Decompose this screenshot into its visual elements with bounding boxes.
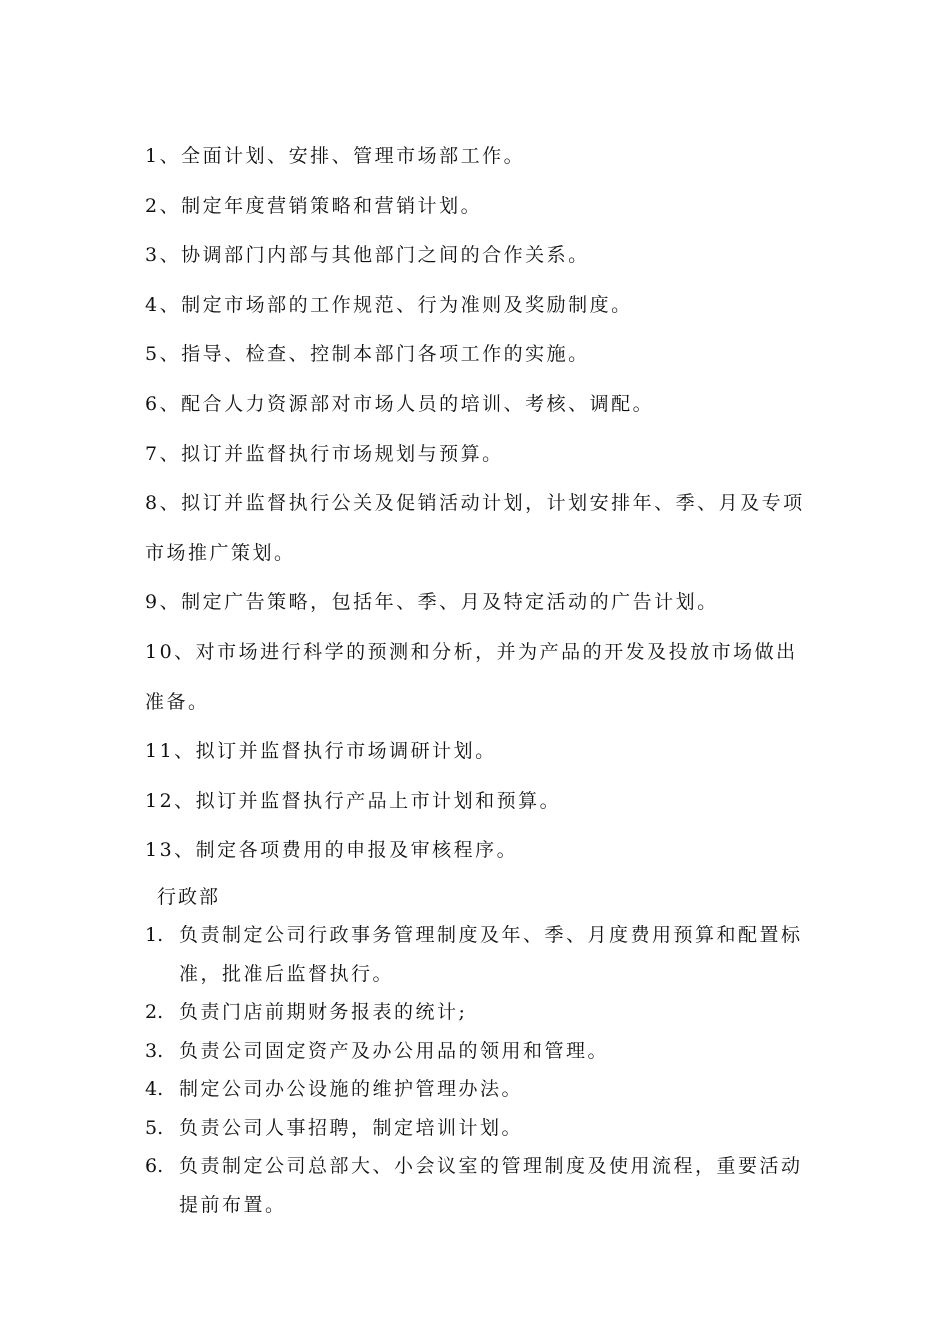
duty-item: 1、全面计划、安排、管理市场部工作。	[145, 145, 526, 167]
admin-item-number: 3.	[145, 1039, 164, 1062]
duty-item: 8、拟订并监督执行公关及促销活动计划，计划安排年、季、月及专项市场推广策划。	[145, 492, 805, 564]
admin-item-number: 2.	[145, 1001, 164, 1023]
admin-item-text: 负责公司人事招聘，制定培训计划。	[179, 1116, 524, 1139]
admin-item-number: 5.	[145, 1116, 164, 1139]
duty-item: 7、拟订并监督执行市场规划与预算。	[145, 442, 504, 465]
admin-list-item	[145, 1032, 810, 1071]
admin-list-item	[145, 1109, 810, 1148]
admin-list-item	[145, 1147, 810, 1224]
duty-item: 4、制定市场部的工作规范、行为准则及奖励制度。	[145, 293, 633, 316]
admin-item-text: 负责制定公司总部大、小会议室的管理制度及使用流程，重要活动提前布置。	[179, 1155, 803, 1216]
admin-item-text: 负责公司固定资产及办公用品的领用和管理。	[179, 1039, 610, 1062]
duty-item: 13、制定各项费用的申报及审核程序。	[145, 839, 519, 862]
admin-list-item	[145, 993, 810, 1032]
duty-item: 5、指导、检查、控制本部门各项工作的实施。	[145, 343, 590, 366]
duty-item: 2、制定年度营销策略和营销计划。	[145, 194, 483, 217]
admin-list-item	[145, 916, 810, 993]
duty-item: 11、拟订并监督执行市场调研计划。	[145, 740, 497, 763]
admin-item-number: 4.	[145, 1078, 164, 1100]
duty-item: 3、协调部门内部与其他部门之间的合作关系。	[145, 244, 590, 267]
admin-list-item	[145, 1070, 810, 1109]
admin-item-text: 制定公司办公设施的维护管理办法。	[179, 1078, 524, 1100]
duty-item: 9、制定广告策略，包括年、季、月及特定活动的广告计划。	[145, 591, 719, 614]
admin-section-title: 行政部	[157, 886, 221, 908]
admin-item-number: 6.	[145, 1155, 164, 1177]
admin-duties-list	[145, 916, 810, 1224]
admin-item-number: 1.	[145, 924, 164, 946]
admin-item-text: 负责制定公司行政事务管理制度及年、季、月度费用预算和配置标准，批准后监督执行。	[179, 924, 803, 985]
admin-item-text: 负责门店前期财务报表的统计;	[179, 1001, 468, 1023]
duty-item: 10、对市场进行科学的预测和分析，并为产品的开发及投放市场做出准备。	[145, 640, 798, 713]
duty-item: 12、拟订并监督执行产品上市计划和预算。	[145, 789, 562, 812]
marketing-duties-list	[145, 132, 810, 876]
duty-item: 6、配合人力资源部对市场人员的培训、考核、调配。	[145, 392, 655, 415]
